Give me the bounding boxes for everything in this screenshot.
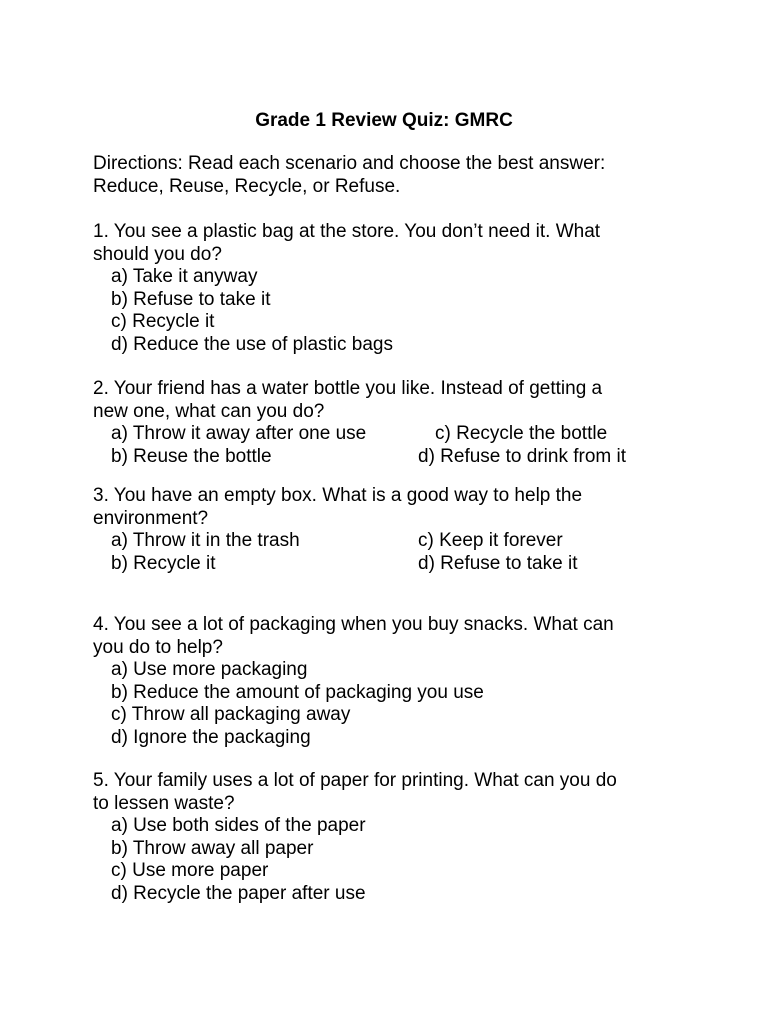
question-1 — [93, 221, 693, 357]
answer-option: a) Use both sides of the paper — [111, 815, 366, 837]
question-text-line: should you do? — [93, 243, 222, 265]
question-text-line: 5. Your family uses a lot of paper for printing. What can you do — [93, 770, 617, 791]
answer-option: d) Refuse to take it — [418, 552, 578, 574]
question-5 — [93, 770, 693, 906]
answer-option: c) Use more paper — [111, 860, 269, 882]
answer-option: c) Recycle it — [111, 311, 215, 333]
answer-option: a) Take it anyway — [111, 266, 258, 288]
answer-option: d) Reduce the use of plastic bags — [111, 333, 394, 355]
question-text-line: environment? — [93, 507, 209, 529]
answer-option: c) Keep it forever — [418, 530, 563, 552]
question-3 — [93, 485, 693, 575]
answer-option: a) Use more packaging — [111, 659, 308, 681]
question-4 — [93, 614, 693, 750]
answer-row — [93, 553, 693, 576]
answer-option: b) Throw away all paper — [111, 837, 314, 859]
directions-line: Directions: Read each scenario and choose the best answer: — [93, 153, 606, 174]
answer-row — [93, 446, 693, 469]
question-text-line: to lessen waste? — [93, 792, 235, 814]
answer-option: a) Throw it away after one use — [111, 423, 367, 445]
answer-option: b) Recycle it — [111, 552, 216, 574]
answer-option: d) Ignore the packaging — [111, 726, 311, 748]
answer-row — [93, 423, 693, 446]
question-2 — [93, 378, 693, 468]
directions-line: Reduce, Reuse, Recycle, or Refuse. — [93, 175, 401, 197]
answer-option: d) Recycle the paper after use — [111, 882, 366, 904]
answer-option: a) Throw it in the trash — [111, 530, 300, 552]
answer-option: c) Throw all packaging away — [111, 704, 351, 726]
answer-option: d) Refuse to drink from it — [418, 445, 627, 467]
question-text-line: 1. You see a plastic bag at the store. You don’t need it. What — [93, 221, 601, 242]
question-text-line: new one, what can you do? — [93, 400, 325, 422]
answer-option: b) Reuse the bottle — [111, 445, 272, 467]
page-title: Grade 1 Review Quiz: GMRC — [255, 110, 513, 131]
answer-option: b) Reduce the amount of packaging you use — [111, 681, 484, 703]
answer-option: b) Refuse to take it — [111, 288, 271, 310]
question-text-line: 2. Your friend has a water bottle you like. Instead of getting a — [93, 378, 603, 399]
question-text-line: 4. You see a lot of packaging when you buy snacks. What can — [93, 614, 614, 635]
answer-row — [93, 530, 693, 553]
question-text-line: you do to help? — [93, 636, 223, 658]
answer-option: c) Recycle the bottle — [435, 423, 608, 445]
question-text-line: 3. You have an empty box. What is a good way to help the — [93, 485, 583, 506]
directions — [93, 153, 693, 198]
